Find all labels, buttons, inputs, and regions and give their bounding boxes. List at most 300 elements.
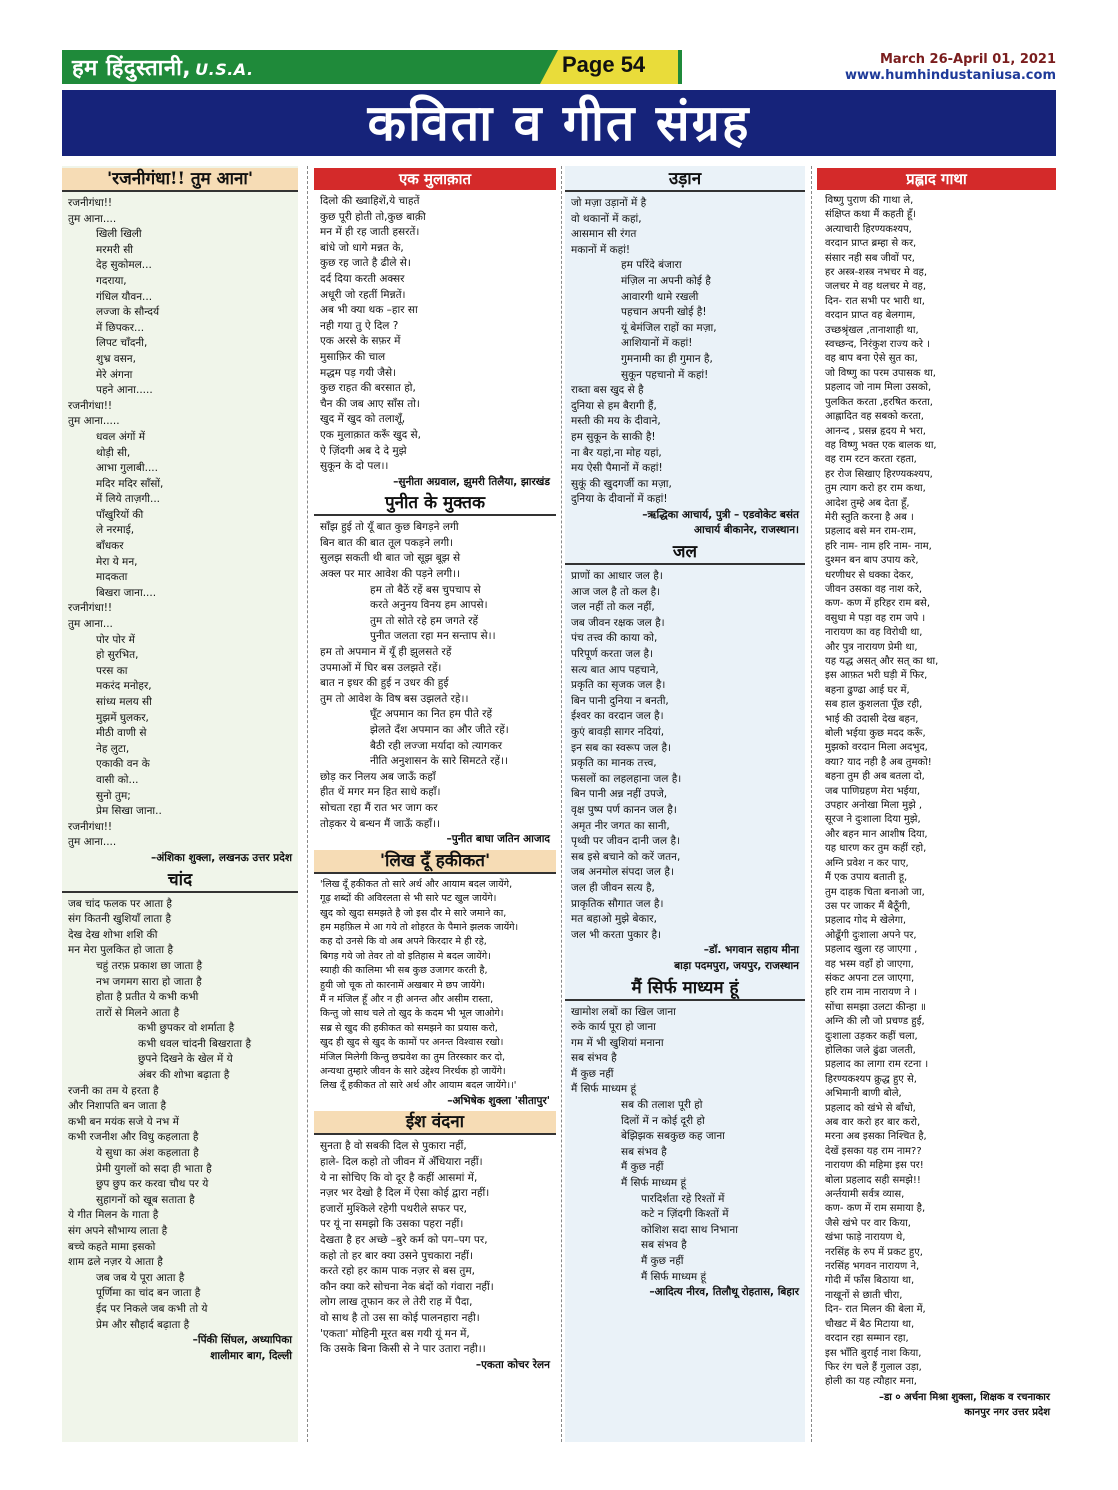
poem-title: मैं सिर्फ माध्यम हूं [565,977,805,1001]
poem-line: पुलकित करता ,हरषित करता, [825,396,933,408]
poem-line: दिन- रात सभी पर भारी था, [825,295,925,307]
poem-line: मंजिल मिलेगी किन्तु छद्मवेश का तुम तिरस्कार कर दो, [320,1051,506,1063]
poem-line: नभ जगमग सारा हो जाता है [96,975,202,988]
poem-body [314,194,556,475]
poem-line: में छिपकर... [96,321,145,334]
poem-line: खंभा फाड़े नारायण थे, [825,1232,906,1244]
poem-line: दुःशाला उड़कर कहीं चला, [825,1030,918,1042]
poem-title: 'रजनीगंधा!! तुम आना' [62,168,298,192]
poem-line: तुम तो आवेश के विष बस उझलते रहे।। [320,692,469,705]
poem-line: मैं एक उपाय बताती हू, [825,872,908,884]
poem-line: सुकून पहचानो में कहां! [621,368,709,381]
section-banner [62,90,1056,156]
poem-line: घूँट अपमान का नित हम पीते रहें [370,708,493,721]
poem-line: हजारों मुश्किले रहेगी पथरीले सफर पर, [320,1202,467,1215]
column-divider [811,166,812,1442]
poem-line: कुछ पूरी होती तो,कुछ बाक़ी [320,210,426,223]
poem-line: फिर रंग चले हैं गुलाल उड़ा, [825,1361,922,1373]
poem-line: जब जीवन रक्षक जल है। [571,616,665,629]
poem-line: शुभ्र वसन, [96,352,136,365]
poem-line: कभी बन मयंक सजे ये नभ में [68,1115,179,1128]
poem-line: कुछ रह जाते है ढीले से। [320,257,411,270]
poem-line: रजनीगंधा!! [68,820,113,833]
poem-line: विष्णु पुराण की गाथा ले, [825,195,914,206]
poem-line: ये ना सोचिए कि वो दूर है कहीं आसमां में, [320,1171,478,1184]
poem-line: तोड़कर ये बन्धन मैं जाऊँ कहाँ।। [320,817,440,830]
poem-line: उपहार अनोखा मिला मुझे , [825,800,923,812]
column-divider [561,166,562,1442]
poem-line: बैठी रही लज्जा मर्यादा को त्यागकर [370,739,503,752]
poem-line: मैं सिर्फ माध्यम हूं [621,1177,687,1190]
poem-line: मुझको वरदान मिला अदभुद, [825,742,928,754]
poem-line: सांध्य मलय सी [96,696,152,708]
poem-line: ना बैर यहां,ना मोह यहां, [571,446,662,459]
poem-credit: –पिंकी सिंघल, अध्यापिका [192,1334,292,1347]
poem-line: जल ही जीवन सत्य है, [571,881,655,894]
poem-line: ईद पर निकले जब कभी तो ये [96,1302,208,1315]
poem-title: प्रह्लाद गाथा [817,168,1056,190]
poem-line: हाले- दिल कहो तो जीवन में अँधियारा नहीं। [320,1156,483,1169]
poem-line: चैन की जब आए साँस तो। [320,397,420,410]
poem-line: और बहन मान आशीष दिया, [825,828,928,840]
poem-line: मेरे अंगना [96,368,133,381]
poem-line: मकानों में कहां! [571,243,631,256]
poem-line: जैसे खंभे पर वार किया, [825,1217,911,1229]
poem-line: हम परिंदे बंजारा [621,259,682,272]
poem-line: तुम आना.... [68,212,117,225]
poem-line: हरि राम नाम नारायण ने । [825,987,917,999]
poem-line: आह्लादित वह सबको करता, [825,411,924,423]
poem-line: इन सब का स्वरूप जल है। [571,741,672,754]
poem-line: खुद में खुद को तलाशूँ, [320,413,406,426]
poem-line: ईश्वर का वरदान जल है। [571,710,664,723]
poem-line: अब वार करो हर बार करो, [825,1117,921,1128]
poem-line: प्रहलाद को खंभे से बाँधो, [825,1102,916,1114]
poem-line: मेरा ये मन, [96,555,138,568]
poem-line: हीत थें मगर मन हित साधे कहाँ। [320,786,441,799]
masthead-brand: हम हिंदुस्तानी, U.S.A. [72,56,254,81]
poem-line: एकाकी वन के [96,758,150,771]
poem-line: बहना ढुण्ढा आई घर में, [825,684,910,696]
poem-line: तुम आना.... [68,836,117,849]
poem-line: राब्ता बस खुद से है [571,384,644,397]
poem-line: सुकून के दो पल।। [320,460,389,473]
poem-line: चहुं तरफ़ प्रकाश छा जाता है [96,959,203,972]
poem-line: कभी रजनीश और विधु कहलाता है [68,1131,199,1144]
poem-line: मरना अब इसका निश्चित है, [825,1131,927,1143]
poem-line: दुनिया के दीवानों में कहां! [571,493,668,506]
poem-line: प्राणों का आधार जल है। [571,570,663,583]
poem-line: मादकता [96,571,128,584]
poem-line: सुलझ सकती थी बात जो सूझ बूझ से [320,552,461,565]
poem-line: पुनीत जलता रहा मन सन्ताप से।। [370,630,496,643]
poem-line: मस्ती की मय के दीवाने, [571,415,661,428]
poem-line: जो विष्णु का परम उपासक था, [825,367,936,379]
poem-line: वह भस्म वहाँ हो जाएगा, [825,958,914,970]
poem-line: छुपने दिखने के खेल में ये [138,1053,233,1066]
poem-line: जो मज़ा उड़ानों में है [571,197,647,209]
poem-body [62,196,298,851]
poem-line: नीति अनुशासन के सारे सिमटते रहें।। [370,755,508,768]
poem-line: बच्चे कहते मामा इसको [68,1240,156,1253]
poem-line: मत बहाओ मुझे बेकार, [571,913,657,926]
poem-line: नही गया तु ऐ दिल ? [320,319,399,332]
poem-line: आनन्द , प्रसन्न हृदय मे भरा, [825,425,926,437]
poem-line: संग कितनी खुशियाँ लाता है [68,913,172,926]
poem-line: स्वच्छन्द, निरंकुश राज्य करे । [825,339,930,351]
poem-line: दिलों में न कोई दूरी हो [621,1114,705,1127]
poem-line: और निशापति बन जाता है [68,1100,167,1113]
poem-credit: –एकता कोचर रेलन [475,1358,550,1371]
poem-line: प्राकृतिक सौगात जल है। [571,897,664,910]
poem-line: हर अस्त्र-शस्त्र नभचर मे वह, [825,267,928,279]
poem-line: होता है प्रतीत ये कभी कभी [96,991,199,1004]
poem-line: सोचता रहा मैं रात भर जाग कर [320,801,438,814]
poem-line: हम महफ़िल मे आ गये तो शोहरत के पैमाने झलक जायेंगे। [320,921,519,933]
poem-line: वह राम रटन करता रहता, [825,454,917,466]
poem-title: ईश वंदना [314,1111,556,1135]
poem-line: हिरण्यकश्यप क्रुद्ध हुए से, [825,1073,917,1085]
poem-line: मैं न मंजिल हूँ और न ही अनन्त और असीम रास्ता, [320,994,494,1005]
poem-body [62,897,298,1334]
poem-line: देख देख शोभा शशि की [68,928,158,941]
poem-credit: –डा ० अर्चना मिश्रा शुक्ला, शिक्षक व रचनाकार [878,1391,1050,1403]
poem-body [314,878,556,1094]
poem-line: सब संभव है [571,1052,617,1065]
poem-line: वरदान रहा सम्मान रहा, [825,1333,909,1345]
poem-line: मीठी वाणी से [96,727,147,740]
poem-line: ये सुधा का अंश कहलाता है [96,1147,199,1160]
section-title: कविता व गीत संग्रह [367,93,751,152]
poem-line: तारों से मिलने आता है [96,1006,180,1019]
poem-line: कुछ राहत की बरसात हो, [320,382,416,395]
poem-line: पर यूं ना समझो कि उसका पहरा नहीं। [320,1218,464,1231]
poem-line: थोड़ी सी, [96,446,131,459]
poem-line: जब पाणिग्रहण मेरा भईया, [825,785,921,797]
poem-credit-place: आचार्य बीकानेर, राजस्थान। [693,524,799,537]
poem-line: प्रेम और सौहार्द बढ़ाता है [96,1318,190,1331]
poem-line: 'लिख दूँ हकीकत तो सारे अर्थ और आयाम बदल जायेंगे, [320,878,513,890]
poem-line: एक मुलाक़ात करूँ खुद से, [320,428,421,441]
poem-line: मुसाफ़िर की चाल [320,350,386,363]
poem-line: हम सुकून के साकी है! [571,430,656,443]
poem-line: रुके कार्य पूरा हो जाना [571,1021,656,1034]
poem-line: प्रहलाद बसे मन राम-राम, [825,526,917,538]
poem-line: देह सुकोमल... [96,259,152,272]
poem-line: सुनो तुम; [96,789,131,802]
poem-line: उस पर जाकर मैं बैठूँगी, [825,900,911,912]
poem-line: चौखट में बैठ मिटाया था, [825,1318,915,1330]
poem-line: खुद ही खुद से खुद के कामों पर अनन्त विश्वास रखो। [320,1037,504,1049]
poem-line: सब संभव है [641,1239,687,1252]
column-divider [307,166,308,1442]
poem-line: प्रेमी युगलों को सदा ही भाता है [96,1162,212,1175]
poem-line: यूं बेमंजिल राहों का मज़ा, [621,321,717,334]
poem-line: उच्छश्रृंखल ,तानाशाही था, [825,324,919,336]
poem-line: सोंचा समझा उलटा कीन्हा ॥ [825,1001,926,1013]
poem-line: पहने आना..... [96,384,153,397]
poem-line: संकट अपना टल जाएगा, [825,972,915,984]
poem-line: दिलो की ख्वाहिशें,ये चाहतें [320,195,420,207]
poem-line: प्रहलाद जो नाम मिला उसको, [825,382,932,394]
poem-line: मेरी स्तुति करना है अब । [825,511,914,523]
poem-line: बहना तुम ही अब बतला दो, [825,771,925,783]
poem-line: करते रहो हर काम पाक नज़र से बस तुम, [320,1265,476,1278]
poem-line: वरदान प्राप्त वह बेलगाम, [825,310,916,322]
poem-line: लोग लाख तूफान कर ले तेरी राह में पैदा, [320,1296,473,1309]
poem-line: उपमाओं में घिर बस उलझते रहें। [320,661,442,674]
poem-line: मुझमें घुलकर, [96,711,149,724]
poem-line: किन्तु जो साथ चले तो खुद के कदम भी भूल जाओगे। [320,1008,504,1020]
poem-line: कि उसके बिना किसी से ने पार उतारा नही।। [320,1343,486,1356]
poem-credit: –अंशिका शुक्ला, लखनऊ उत्तर प्रदेश [151,851,292,864]
poem-line: संसार नही सब जीवों पर, [825,252,915,264]
poem-line: सुहागनों को खूब सताता है [96,1193,195,1206]
poem-line: ये गीत मिलन के गाता है [68,1209,159,1222]
column-2 [314,166,556,1442]
poem-line: कण- कण में राम समाया है, [825,1203,926,1215]
poem-line: अब भी क्या थक –हार सा [320,304,418,317]
poem-body [565,196,805,508]
poem-line: रजनीगंधा!! [68,399,113,412]
poem-line: पहचान अपनी खोई है! [621,306,707,319]
poem-line: जल भी करता पुकार है। [571,928,662,941]
poem-line: नारायण का वह विरोधी था, [825,627,923,639]
poem-line: झेलते दँश अपमान का और जीते रहें। [370,724,509,736]
poem-line: तुम आना... [68,618,113,631]
poem-line: पाँखुरियों की [96,508,144,521]
poem-line: आभा गुलाबी.... [96,462,158,475]
poem-line: आसमान सी रंगत [571,228,637,241]
poem-line: कुएं बावड़ी सागर नदियां, [571,726,665,738]
poem-credit-place: कानपुर नगर उत्तर प्रदेश [964,1407,1050,1419]
poem-line: नरसिंह के रुप में प्रकट हुए, [825,1246,923,1258]
poem-line: मय ऐसी पैमानों में कहां! [571,462,663,475]
poem-line: बिखरा जाना.... [96,586,157,599]
poem-credit: –डॉ. भगवान सहाय मीना [703,944,799,957]
poem-line: अत्याचारी हिरण्यकश्यप, [825,223,912,235]
poem-line: अग्नि की लौ जो प्रचण्ड हुई, [825,1016,925,1028]
poem-line: वासी को... [96,773,139,786]
poem-line: पोर पोर में [96,633,135,646]
poem-line: मैं कुछ नहीं [571,1067,614,1080]
poem-line: अमृत नीर जगत का सानी, [571,819,670,832]
poem-line: लिपट चाँदनी, [96,337,148,350]
poem-line: नाखूनों से छाती चीरा, [825,1289,903,1301]
poem-credit-place: बाड़ा पदमपुरा, जयपुर, राजस्थान [674,959,799,972]
poem-line: पंच तत्त्व की काया को, [571,632,658,645]
poem-line: प्रहलाद का लागा राम रटना । [825,1059,929,1071]
poem-line: गंधिल यौवन... [96,290,153,303]
poem-line: जब जब ये पूरा आता है [96,1271,185,1284]
poem-line: सब्र से खुद की हकीकत को समझने का प्रयास करो, [320,1022,498,1034]
poem-line: सब इसे बचाने को करें जतन, [571,850,681,863]
poem-line: पृथ्वी पर जीवन दानी जल है। [571,835,681,848]
poem-line: फसलों का लहलहाना जल है। [571,772,682,785]
poem-line: गम में भी खुशियां मनाना [571,1036,664,1049]
poem-line: कह दो उनसे कि वो अब अपने किरदार मे ही रहे, [320,936,487,948]
poem-line: मदिर मदिर साँसों, [96,477,164,490]
poem-title: एक मुलाक़ात [314,168,556,190]
poem-line: जलचर मे वह थलचर मे वह, [825,281,927,293]
poem-title: पुनीत के मुक्तक [314,492,556,516]
poem-title: उड़ान [565,168,805,192]
poem-line: करते अनुनय विनय हम आपसे। [370,599,488,612]
poem-line: हम तो बैठें रहें बस चुपचाप से [370,583,481,596]
poem-line: हरि नाम- नाम हरि नाम- नाम, [825,540,932,552]
poem-line: साँझ हुई तो यूँ बात कुछ बिगड़ने लगी [320,521,459,534]
poem-body [565,1005,805,1286]
poem-line: खिली खिली [96,228,142,241]
poem-line: कण- कण में हरिहर राम बसे, [825,598,931,610]
poem-line: प्रेम सिखा जाना.. [96,805,162,818]
column-3 [565,166,805,1442]
poem-line: हो सुरभित, [96,649,139,662]
poem-line: यह यद्ध असत् और सत् का था, [825,656,939,667]
poem-line: कोशिश सदा साथ निभाना [641,1223,738,1236]
poem-line: मंज़िल ना अपनी कोई है [621,274,711,287]
poem-line: बिन बात की बात तूल पकड़ने लगी। [320,536,454,549]
poem-credit: –सुनीता अग्रवाल, झुमरी तिलैया, झारखंड [393,475,550,488]
poem-line: बाँधकर [96,540,124,553]
poem-line: मैं सिर्फ माध्यम हूं [641,1270,707,1283]
poem-line: खामोश लबों का खिल जाना [571,1005,676,1018]
poem-line: गुमनामी का ही गुमान है, [621,352,713,365]
poem-title: जल [565,541,805,565]
poem-line: लिख दूँ हकीकत तो सारे अर्थ और आयाम बदल जायेंगे।।' [320,1080,517,1092]
poem-line: देखता है हर अच्छे –बुरे कर्म को पग–पग पर, [320,1234,488,1246]
poem-line: बांधे जो धागे मन्नत के, [320,241,404,254]
poem-line: इस भाँति बुराई नाश किया, [825,1347,922,1359]
poem-line: रजनीगंधा!! [68,602,113,615]
poem-line: भाई की उदासी देख बहन, [825,713,919,725]
poem-line: संग अपने सौभाग्य लाता है [68,1225,168,1237]
poem-line: रजनीगंधा!! [68,197,113,209]
poem-line: परिपूर्ण करता जल है। [571,648,654,661]
poem-line: मैं सिर्फ माध्यम हूं [571,1083,637,1096]
poem-line: पूर्णिमा का चांद बन जाता है [96,1287,201,1300]
poem-body [314,1139,556,1357]
poem-line: कौन क्या करे सोचना नेक बंदों को गंवारा नहीं। [320,1280,494,1293]
poem-line: ऐ ज़िंदगी अब दे दे मुझे [320,444,407,457]
poem-line: वृक्ष पुष्प पर्ण कानन जल है। [571,803,677,816]
poem-line: सत्य बात आप पहचाने, [571,663,659,676]
poem-line: हर रोज सिखाए हिरण्यकश्यप, [825,468,933,480]
poem-line: मरमरी सी [96,243,134,256]
poem-line: बिन पानी अन्न नहीं उपजे, [571,788,668,801]
poem-line: दिन- रात मिलन की बेला में, [825,1304,926,1316]
poem-credit: –आदित्य नीरव, तिलौथू रोहतास, बिहार [649,1286,799,1299]
poem-line: आदेश तुम्हे अब देता हूँ, [825,497,910,509]
poem-line: खुद को खुदा समझते है जो इस दौर मे सारे जमाने का, [320,907,507,919]
poem-line: छुप छुप कर करवा चौथ पर ये [96,1178,209,1191]
poem-line: दर्द दिया करती अक्सर [320,272,405,285]
page-number: Page 54 [562,52,646,77]
poem-line: जब चांद फलक पर आता है [68,897,172,910]
poem-line: अंबर की शोभा बढ़ाता है [138,1069,230,1082]
poem-line: बोला प्रहलाद सही समझे!! [825,1174,921,1186]
poem-line: तुम दाहक चिता बनाओ जा, [825,886,925,898]
poem-line: सुकूं की खुदगर्जी का मज़ा, [571,477,672,490]
poem-line: गूढ़ शब्दों की अविरलता से भी सारे पट खुल जायेंगे। [320,893,497,905]
poem-line: सब हाल कुशलता पूँछ रही, [825,699,923,711]
poem-line: अक्ल पर मार आवेश की पड़ने लगी।। [320,568,461,581]
poem-line: देखें इसका यह राम नाम?? [825,1145,922,1157]
website-link[interactable]: www.humhindustaniusa.com [844,68,1056,83]
poem-line: तुम आना..... [68,415,120,428]
poem-line: होली का यह त्यौहार मना, [825,1376,917,1388]
poem-credit-place: शालीमार बाग, दिल्ली [210,1349,292,1362]
poem-line: इस आफ़त भरी घड़ी में फिर, [825,670,928,682]
poem-line: नेह लुटा, [96,742,130,755]
poem-line: धरणीधर से धक्का देकर, [825,569,914,581]
poem-line: सूरज ने दुःशाला दिया मुझे, [825,814,921,826]
poem-line: हुयी जो चूक तो कारनामें अखबार मे छप जायेंगे। [320,979,486,991]
poem-line: एक अरसे के सफ़र में [320,335,401,348]
poem-line: मैं कुछ नहीं [641,1255,684,1267]
poem-line: दुश्मन बन बाप उपाय करे, [825,555,919,567]
poem-line: मैं कुछ नहीं [621,1161,664,1174]
poem-body [314,520,556,832]
poem-line: नरसिंह भगवन नारायण ने, [825,1261,920,1273]
poem-line: मन में ही रह जाती हसरतें। [320,226,420,239]
poem-body [817,194,1056,1390]
poem-line: अर्न्तयामी सर्वत्र व्यास, [825,1189,905,1201]
masthead-brand-suffix: U.S.A. [195,60,254,79]
poem-line: कभी छुपकर वो शर्माता है [138,1022,235,1035]
poem-line: परस का [96,664,128,677]
poem-line: कभी धवल चांदनी बिखराता है [138,1037,252,1050]
poem-line: वह विष्णु भक्त एक बालक था, [825,439,937,451]
poem-line: वसुधा मे पड़ा वह राम जपे । [825,612,926,624]
poem-line: वरदान प्राप्त ब्रम्हा से कर, [825,238,917,250]
poem-line: होलिका जले ढुंढा जलती, [825,1044,916,1056]
issue-date: March 26-April 01, 2021 [879,52,1056,67]
poem-line: ओढूँगी दुःशाला अपने पर, [825,929,917,941]
poem-line: प्रहलाद गोद मे खेलेगा, [825,915,907,927]
poem-line: हम तो अपमान में यूँ ही झुलसते रहें [320,646,452,659]
poem-line: आवारगी थामे रखली [621,290,699,303]
poem-line: प्रकृति का सृजक जल है। [571,679,666,692]
poem-line: वह बाप बना ऐसे सुत का, [825,353,918,365]
poem-line: मकरंद मनोहर, [96,680,152,693]
poem-line: पारदिर्शता रहे रिश्तों में [641,1192,725,1205]
poem-line: छोड़ कर निलय अब जाऊँ कहाँ [320,770,436,783]
poem-line: 'एकता' मोहिनी मूरत बस गयी यूं मन में, [320,1327,470,1340]
poem-line: प्रकृति का मानक तत्त्व, [571,757,657,770]
poem-title: 'लिख दूँ हकीकत' [314,850,556,874]
poem-line: यह धारण कर तुम कहीं रहो, [825,843,927,855]
poem-line: सब संभव है [621,1145,667,1158]
poem-line: नारायण की महिमा इस पर! [825,1160,924,1172]
poem-line: जल नहीं तो कल नहीं, [571,601,655,614]
poem-line: दुनिया से हम बैरागी हैं, [571,399,657,412]
poem-line: और पुत्र नारायण प्रेमी था, [825,641,918,653]
poem-line: मन मेरा पुलकित हो जाता है [68,944,174,957]
poem-line: तुम तो सोते रहे हम जगते रहें [370,614,479,627]
poem-line: सुनता है वो सबकी दिल से पुकारा नहीं, [320,1140,467,1153]
poem-line: अधूरी जो रहतीं मिन्नतें। [320,288,406,301]
poem-line: क्या? याद नही है अब तुमको! [825,756,932,768]
column-1 [62,166,298,1442]
poem-line: गोदी में फाँस बिठाया था, [825,1275,915,1287]
poem-line: कहो तो हर बार क्या उसने पुचकारा नहीं। [320,1249,473,1262]
poem-line: बेझिझक सबकुछ कह जाना [621,1130,725,1143]
poem-body [565,569,805,943]
poem-line: शाम ढले नज़र ये आता है [68,1256,163,1269]
poem-line: बिगड़ गये जो तेवर तो वो इतिहास मे बदल जायेंगे। [320,950,491,962]
poem-line: जब अनमोल संपदा जल है। [571,866,674,879]
